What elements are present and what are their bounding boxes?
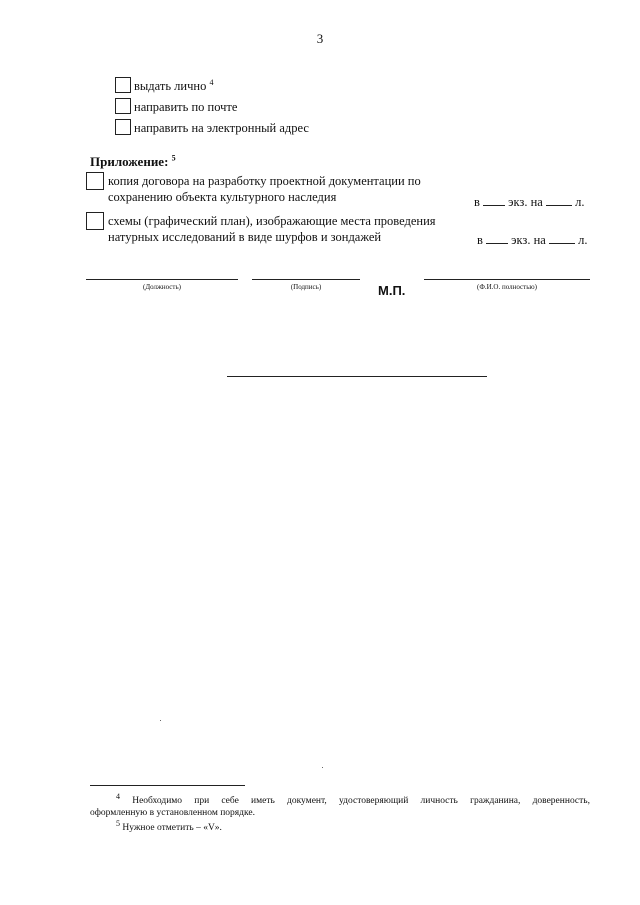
appendix-item-schemes-line2: натурных исследований в виде шурфов и зондажей [108, 230, 382, 244]
checkbox-deliver-in-person[interactable] [115, 77, 131, 93]
footnote-4-line1 [90, 791, 591, 807]
page-number: 3 [316, 31, 324, 46]
appendix-item-contract-quantity [474, 195, 584, 210]
option-label: выдать лично [134, 79, 207, 93]
footnote-ref-5: 5 [171, 153, 176, 163]
footnote-5-text: Нужное отметить – «V». [122, 823, 222, 833]
copies-blank[interactable] [486, 233, 508, 244]
option-deliver-in-person [134, 79, 213, 94]
copies-blank[interactable] [483, 195, 505, 206]
appendix-item-schemes-quantity [477, 233, 587, 248]
signature-caption: (Подпись) [290, 283, 322, 291]
footnote-4-line2: оформленную в установленном порядке. [90, 808, 255, 818]
footnote-4-text-line1: Необходимо при себе иметь документ, удостоверяющий личность гражданина, доверенность, [132, 796, 591, 806]
footnote-mark-5: 5 [116, 818, 120, 828]
option-send-by-mail: направить по почте [134, 100, 238, 114]
checkbox-send-by-mail[interactable] [115, 98, 131, 114]
full-name-caption: (Ф.И.О. полностью) [477, 283, 537, 291]
option-send-by-email: направить на электронный адрес [134, 121, 309, 135]
position-line[interactable] [86, 279, 238, 280]
appendix-item-schemes-line1: схемы (графический план), изображающие места проведения [108, 214, 436, 228]
footnote-5 [116, 818, 222, 834]
quantity-prefix: в [477, 233, 483, 247]
scan-speck [160, 720, 161, 721]
full-name-line[interactable] [424, 279, 590, 280]
footnote-mark-4: 4 [116, 791, 120, 801]
appendix-title-text: Приложение: [90, 154, 169, 169]
sheets-blank[interactable] [546, 195, 572, 206]
checkbox-appendix-contract-copy[interactable] [86, 172, 104, 190]
stamp-label: М.П. [378, 283, 406, 298]
copies-label: экз. на [511, 233, 546, 247]
sheets-label: л. [575, 195, 585, 209]
copies-label: экз. на [508, 195, 543, 209]
footnote-separator [90, 785, 245, 786]
closing-separator [227, 376, 487, 377]
signature-line[interactable] [252, 279, 360, 280]
checkbox-send-by-email[interactable] [115, 119, 131, 135]
appendix-item-contract-line2: сохранению объекта культурного наследия [108, 190, 337, 204]
footnote-ref-4: 4 [209, 77, 214, 87]
appendix-title [90, 154, 176, 170]
sheets-label: л. [578, 233, 588, 247]
appendix-item-contract-line1: копия договора на разработку проектной документации по [108, 174, 421, 188]
sheets-blank[interactable] [549, 233, 575, 244]
position-caption: (Должность) [143, 283, 181, 291]
quantity-prefix: в [474, 195, 480, 209]
checkbox-appendix-schemes[interactable] [86, 212, 104, 230]
scan-speck [322, 767, 323, 768]
